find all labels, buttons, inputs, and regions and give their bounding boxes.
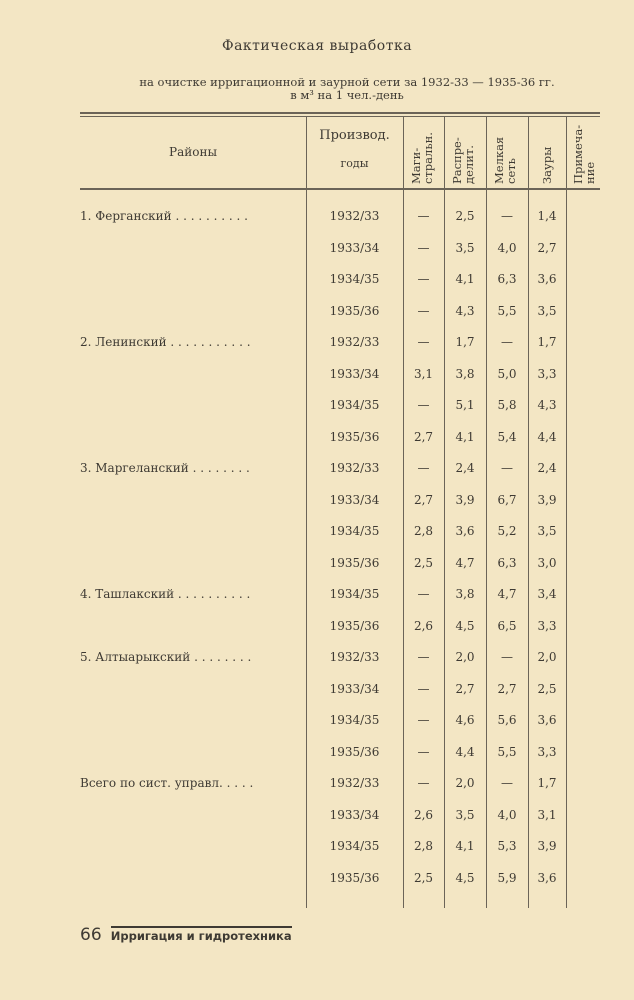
page-footer xyxy=(80,925,292,945)
cell-small: 4,0 xyxy=(497,240,517,255)
cell-main: — xyxy=(417,461,430,475)
cell-year: 1934/35 xyxy=(329,839,380,853)
header-years-2: годы xyxy=(340,157,369,170)
cell-main: — xyxy=(417,681,430,696)
table-row xyxy=(80,611,600,643)
cell-small: — xyxy=(501,650,513,664)
cell-distrib: 3,9 xyxy=(455,492,475,507)
table-row xyxy=(80,485,600,517)
header-small: Мелкая сеть xyxy=(492,136,518,184)
cell-main: — xyxy=(417,744,430,759)
table-row xyxy=(80,863,600,895)
cell-distrib: 4,3 xyxy=(455,303,475,318)
cell-small: — xyxy=(501,461,513,475)
cell-main: 2,7 xyxy=(413,492,434,507)
cell-zaury: 3,0 xyxy=(537,555,557,570)
cell-main: 2,5 xyxy=(413,870,434,885)
cell-distrib: 3,8 xyxy=(455,587,475,601)
cell-small: 5,6 xyxy=(497,713,517,727)
table-row xyxy=(80,831,600,863)
cell-main: — xyxy=(417,398,430,412)
cell-distrib: 4,6 xyxy=(455,713,475,727)
cell-zaury: 2,7 xyxy=(537,240,557,255)
cell-small: — xyxy=(501,335,513,349)
cell-small: — xyxy=(501,209,513,223)
cell-small: 5,0 xyxy=(497,366,517,381)
header-zaury: Зауры xyxy=(540,146,554,184)
cell-district: 1. Ферганский . . . . . . . . . . xyxy=(80,209,248,223)
cell-year: 1935/36 xyxy=(329,555,380,570)
cell-small: 6,7 xyxy=(497,492,517,507)
cell-zaury: 3,1 xyxy=(537,807,557,822)
cell-zaury: 3,3 xyxy=(537,366,557,381)
cell-zaury: 3,6 xyxy=(537,713,557,727)
cell-main: — xyxy=(417,335,430,349)
cell-year: 1935/36 xyxy=(329,303,380,318)
cell-year: 1933/34 xyxy=(329,807,380,822)
cell-distrib: 4,7 xyxy=(455,555,475,570)
cell-main: 2,7 xyxy=(413,429,434,444)
table-row xyxy=(80,233,600,265)
cell-year: 1933/34 xyxy=(329,681,380,696)
cell-small: 6,3 xyxy=(497,555,517,570)
cell-year: 1935/36 xyxy=(329,429,380,444)
cell-main: — xyxy=(417,587,430,601)
table-row xyxy=(80,705,600,737)
cell-small: — xyxy=(501,776,513,790)
cell-main: — xyxy=(417,650,430,664)
cell-zaury: 1,7 xyxy=(537,776,557,790)
cell-year: 1935/36 xyxy=(329,744,380,759)
top-rule-inner xyxy=(80,116,600,117)
cell-small: 6,5 xyxy=(497,618,517,633)
cell-year: 1935/36 xyxy=(329,870,380,885)
header-districts: Районы xyxy=(169,145,217,159)
cell-year: 1932/33 xyxy=(329,461,380,475)
header-distrib: Распре-делит. xyxy=(450,137,476,184)
cell-small: 5,5 xyxy=(497,744,517,759)
cell-small: 5,8 xyxy=(497,398,517,412)
cell-distrib: 4,5 xyxy=(455,870,475,885)
cell-small: 4,7 xyxy=(497,587,517,601)
cell-zaury: 3,3 xyxy=(537,618,557,633)
cell-distrib: 1,7 xyxy=(455,335,475,349)
cell-year: 1933/34 xyxy=(329,240,380,255)
table-row xyxy=(80,296,600,328)
cell-distrib: 4,4 xyxy=(455,744,475,759)
cell-main: — xyxy=(417,303,430,318)
table-row xyxy=(80,422,600,454)
table-units: в м³ на 1 чел.-день xyxy=(290,88,404,102)
cell-main: — xyxy=(417,209,430,223)
cell-year: 1934/35 xyxy=(329,587,380,601)
cell-year: 1933/34 xyxy=(329,366,380,381)
table-row xyxy=(80,674,600,706)
header-notes: Примеча-ние xyxy=(571,124,597,184)
cell-distrib: 2,7 xyxy=(455,681,475,696)
table-row xyxy=(80,359,600,391)
top-rule xyxy=(80,112,600,114)
cell-small: 5,5 xyxy=(497,303,517,318)
cell-district: Всего по сист. управл. . . . . xyxy=(80,776,254,790)
cell-district: 5. Алтыарыкский . . . . . . . . xyxy=(80,650,252,664)
cell-distrib: 4,5 xyxy=(455,618,475,633)
cell-small: 5,3 xyxy=(497,839,517,853)
cell-district: 4. Ташлакский . . . . . . . . . . xyxy=(80,587,251,601)
cell-main: — xyxy=(417,240,430,255)
cell-main: — xyxy=(417,713,430,727)
cell-main: 2,6 xyxy=(413,807,434,822)
cell-distrib: 4,1 xyxy=(455,839,475,853)
cell-year: 1932/33 xyxy=(329,335,380,349)
header-main: Маги-стральн. xyxy=(409,132,435,184)
table-row xyxy=(80,548,600,580)
cell-year: 1934/35 xyxy=(329,272,380,286)
cell-small: 5,2 xyxy=(497,524,517,538)
header-rule xyxy=(80,188,600,190)
cell-distrib: 5,1 xyxy=(455,398,475,412)
cell-distrib: 2,5 xyxy=(455,209,475,223)
cell-zaury: 2,5 xyxy=(537,681,557,696)
cell-small: 5,4 xyxy=(497,429,517,444)
table-row xyxy=(80,390,600,422)
cell-zaury: 3,6 xyxy=(537,272,557,286)
cell-small: 2,7 xyxy=(497,681,517,696)
cell-year: 1932/33 xyxy=(329,209,380,223)
table-subtitle: на очистке ирригационной и заурной сети за 1932-33 — 1935-36 гг. xyxy=(139,75,555,89)
cell-distrib: 2,4 xyxy=(455,461,475,475)
cell-zaury: 2,0 xyxy=(537,650,557,664)
cell-small: 5,9 xyxy=(497,870,517,885)
cell-distrib: 3,8 xyxy=(455,366,475,381)
cell-zaury: 3,5 xyxy=(537,303,557,318)
table-row xyxy=(80,516,600,548)
cell-main: 2,5 xyxy=(413,555,434,570)
cell-zaury: 3,9 xyxy=(537,492,557,507)
table-row xyxy=(80,642,600,674)
cell-small: 4,0 xyxy=(497,807,517,822)
cell-distrib: 3,5 xyxy=(455,240,475,255)
table-row xyxy=(80,264,600,296)
cell-main: 2,8 xyxy=(413,524,434,538)
cell-main: 3,1 xyxy=(413,366,434,381)
cell-main: — xyxy=(417,272,430,286)
journal-name: Ирригация и гидротехника xyxy=(111,926,292,943)
table-row xyxy=(80,800,600,832)
cell-zaury: 1,7 xyxy=(537,335,557,349)
cell-distrib: 3,6 xyxy=(455,524,475,538)
cell-district: 3. Маргеланский . . . . . . . . xyxy=(80,461,250,475)
cell-distrib: 4,1 xyxy=(455,429,475,444)
cell-year: 1932/33 xyxy=(329,650,380,664)
cell-year: 1933/34 xyxy=(329,492,380,507)
page-number: 66 xyxy=(80,925,102,945)
cell-year: 1934/35 xyxy=(329,398,380,412)
cell-zaury: 3,5 xyxy=(537,524,557,538)
cell-year: 1934/35 xyxy=(329,524,380,538)
cell-year: 1935/36 xyxy=(329,618,380,633)
cell-zaury: 1,4 xyxy=(537,209,557,223)
cell-zaury: 3,9 xyxy=(537,839,557,853)
cell-main: 2,6 xyxy=(413,618,434,633)
cell-distrib: 2,0 xyxy=(455,650,475,664)
table-title: Фактическая выработка xyxy=(221,38,413,54)
table-row xyxy=(80,579,600,611)
cell-year: 1934/35 xyxy=(329,713,380,727)
header-years: Производ. xyxy=(319,128,390,143)
cell-distrib: 2,0 xyxy=(455,776,475,790)
cell-zaury: 4,3 xyxy=(537,398,557,412)
table-row xyxy=(80,768,600,800)
cell-zaury: 3,6 xyxy=(537,870,557,885)
table-row xyxy=(80,453,600,485)
cell-district: 2. Ленинский . . . . . . . . . . . xyxy=(80,335,251,349)
cell-zaury: 3,3 xyxy=(537,744,557,759)
cell-zaury: 4,4 xyxy=(537,429,557,444)
cell-distrib: 3,5 xyxy=(455,807,475,822)
table-row xyxy=(80,201,600,233)
cell-main: — xyxy=(417,776,430,790)
table-row xyxy=(80,327,600,359)
cell-distrib: 4,1 xyxy=(455,272,475,286)
cell-main: 2,8 xyxy=(413,839,434,853)
cell-zaury: 3,4 xyxy=(537,587,557,601)
cell-zaury: 2,4 xyxy=(537,461,557,475)
cell-year: 1932/33 xyxy=(329,776,380,790)
table-row xyxy=(80,737,600,769)
cell-small: 6,3 xyxy=(497,272,517,286)
